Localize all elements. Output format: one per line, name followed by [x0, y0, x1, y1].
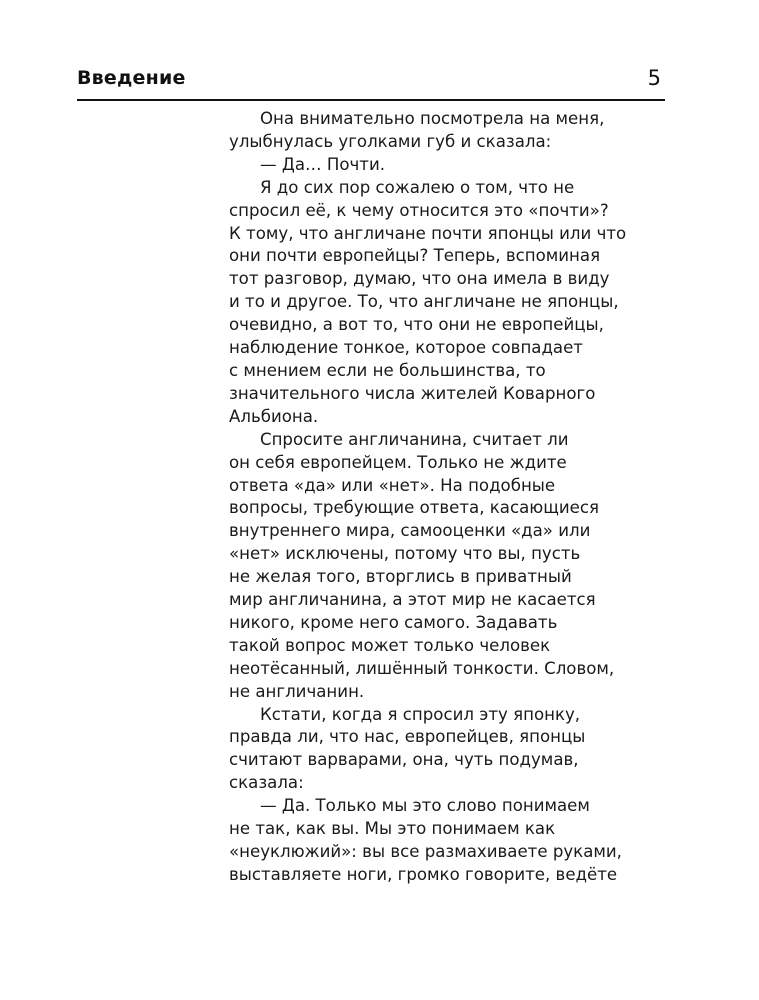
text-line: такой вопрос может только человек — [229, 635, 551, 655]
text-line: К тому, что англичане почти японцы или что — [229, 223, 627, 243]
text-line: неотёсанный, лишённый тонкости. Словом, — [229, 658, 615, 678]
text-line: считают варварами, она, чуть подумав, — [229, 750, 579, 770]
text-line: Альбиона. — [229, 406, 319, 426]
header-divider — [77, 99, 665, 101]
text-line: никого, кроме него самого. Задавать — [229, 612, 558, 632]
text-line: правда ли, что нас, европейцев, японцы — [229, 727, 586, 747]
text-line: — Да. Только мы это слово понимаем — [260, 796, 590, 816]
text-line: Кстати, когда я спросил эту японку, — [260, 704, 581, 724]
text-line: внутреннего мира, самооценки «да» или — [229, 521, 591, 541]
text-line: «неуклюжий»: вы все размахиваете руками, — [229, 842, 622, 861]
text-line: Я до сих пор сожалею о том, что не — [260, 177, 575, 197]
text-line: ответа «да» или «нет». На подобные — [229, 475, 556, 495]
text-line: вопросы, требующие ответа, касающиеся — [229, 498, 599, 518]
text-line: наблюдение тонкое, которое совпадает — [229, 338, 583, 358]
text-line: не так, как вы. Мы это понимаем как — [229, 819, 556, 839]
text-line: спросил её, к чему относится это «почти»? — [229, 200, 609, 220]
running-header — [77, 64, 665, 100]
chapter-title: Введение — [77, 67, 186, 89]
text-line: «нет» исключены, потому что вы, пусть — [229, 544, 581, 564]
body-text — [229, 108, 629, 887]
text-line: и то и другое. То, что англичане не японцы, — [229, 292, 619, 312]
text-line: сказала: — [229, 773, 304, 793]
page-number: 5 — [647, 66, 661, 90]
text-line: мир англичанина, а этот мир не касается — [229, 590, 596, 610]
text-line: не желая того, вторглись в приватный — [229, 567, 572, 587]
text-line: тот разговор, думаю, что она имела в виду — [229, 269, 610, 289]
text-line: значительного числа жителей Коварного — [229, 383, 596, 403]
text-line: очевидно, а вот то, что они не европейцы, — [229, 315, 604, 335]
text-line: он себя европейцем. Только не ждите — [229, 452, 567, 472]
text-line: — Да… Почти. — [260, 154, 386, 174]
text-line: Спросите англичанина, считает ли — [260, 429, 569, 449]
text-line: улыбнулась уголками губ и сказала: — [229, 131, 552, 151]
text-line: не англичанин. — [229, 681, 365, 701]
text-line: выставляете ноги, громко говорите, ведёте — [229, 864, 618, 884]
text-line: они почти европейцы? Теперь, вспоминая — [229, 246, 601, 266]
text-line: с мнением если не большинства, то — [229, 360, 546, 380]
text-line: Она внимательно посмотрела на меня, — [260, 109, 605, 128]
